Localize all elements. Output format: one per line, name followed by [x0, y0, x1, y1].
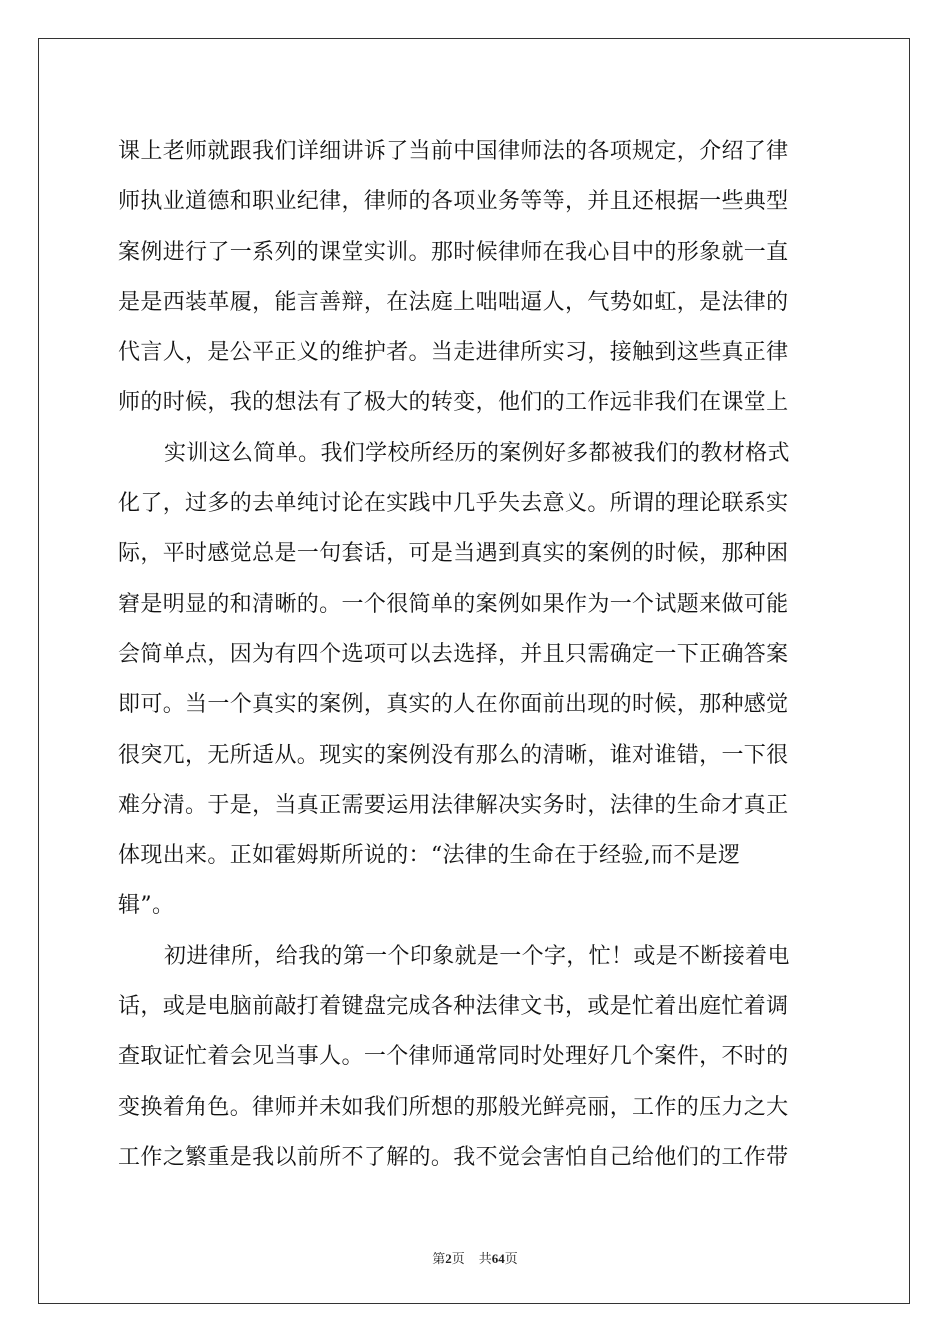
total-prefix: 共: [478, 1251, 492, 1266]
total-suffix: 页: [504, 1251, 518, 1266]
text-line: 课上老师就跟我们详细讲诉了当前中国律师法的各项规定，介绍了律: [118, 139, 789, 164]
text-line: 代言人，是公平正义的维护者。当走进律所实习，接触到这些真正律: [118, 340, 789, 366]
text-line: 初进律所，给我的第一个印象就是一个字，忙！或是不断接着电: [164, 943, 790, 969]
page-prefix: 第: [432, 1251, 446, 1266]
text-line: 很突兀，无所适从。现实的案例没有那么的清晰，谁对谁错，一下很: [118, 742, 789, 768]
document-body: [118, 127, 836, 1183]
total-page-count: 64: [491, 1251, 505, 1266]
text-line: 实训这么简单。我们学校所经历的案例好多都被我们的教材格式: [164, 440, 790, 466]
page-footer: [0, 1248, 950, 1267]
text-line: 辑”。: [118, 893, 175, 919]
text-line: 化了，过多的去单纯讨论在实践中几乎失去意义。所谓的理论联系实: [118, 491, 789, 517]
text-line: 际，平时感觉总是一句套话，可是当遇到真实的案例的时候，那种困: [118, 541, 789, 567]
text-line: 案例进行了一系列的课堂实训。那时候律师在我心目中的形象就一直: [118, 239, 789, 265]
text-line: 师执业道德和职业纪律，律师的各项业务等等，并且还根据一些典型: [118, 189, 789, 215]
text-line: 话，或是电脑前敲打着键盘完成各种法律文书，或是忙着出庭忙着调: [118, 994, 789, 1020]
text-line: 会简单点，因为有四个选项可以去选择，并且只需确定一下正确答案: [118, 641, 789, 667]
text-line: 是是西装革履，能言善辩，在法庭上咄咄逼人，气势如虹，是法律的: [118, 289, 789, 315]
text-line: 工作之繁重是我以前所不了解的。我不觉会害怕自己给他们的工作带: [118, 1144, 789, 1170]
text-line: 查取证忙着会见当事人。一个律师通常同时处理好几个案件，不时的: [118, 1044, 789, 1070]
text-line: 即可。当一个真实的案例，真实的人在你面前出现的时候，那种感觉: [118, 692, 789, 718]
text-line: 难分清。于是，当真正需要运用法律解决实务时，法律的生命才真正: [118, 792, 789, 818]
text-line: 体现出来。正如霍姆斯所说的：“法律的生命在于经验,而不是逻: [118, 843, 741, 869]
page-suffix: 页: [451, 1251, 465, 1266]
text-line: 窘是明显的和清晰的。一个很简单的案例如果作为一个试题来做可能: [118, 591, 789, 617]
current-page-number: 2: [445, 1251, 452, 1266]
text-line: 师的时候，我的想法有了极大的转变，他们的工作远非我们在课堂上: [118, 390, 789, 416]
text-line: 变换着角色。律师并未如我们所想的那般光鲜亮丽，工作的压力之大: [118, 1094, 789, 1120]
